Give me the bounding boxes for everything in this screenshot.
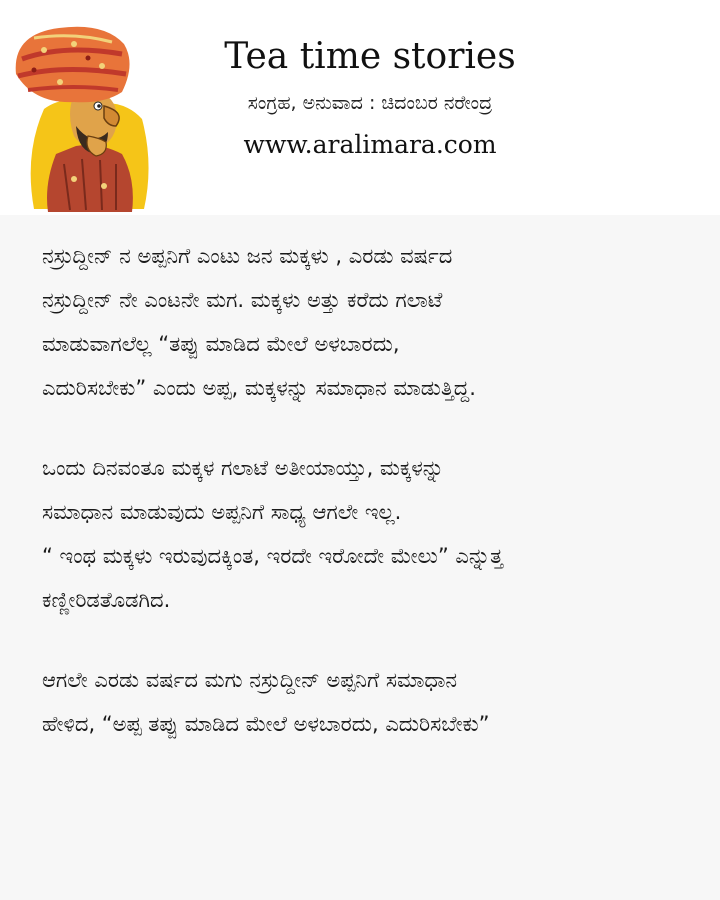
story-paragraph-3 bbox=[42, 658, 692, 746]
story-paragraph-2 bbox=[42, 446, 692, 622]
nasruddin-turban-illustration-icon bbox=[4, 14, 154, 214]
story-line: ಹೇಳಿದ, “ಅಪ್ಪ ತಪ್ಪು ಮಾಡಿದ ಮೇಲೆ ಅಳಬಾರದು, ಎದುರಿಸಬೇಕು” bbox=[42, 712, 490, 736]
story-paragraph-1 bbox=[42, 234, 692, 410]
story-line: ಮಾಡುವಾಗಲೆಲ್ಲ “ತಪ್ಪು ಮಾಡಿದ ಮೇಲೆ ಅಳಬಾರದು, bbox=[42, 332, 400, 356]
story-line: ಕಣ್ಣೀರಿಡತೊಡಗಿದ. bbox=[42, 588, 171, 612]
website-text: www.aralimara.com bbox=[243, 130, 497, 159]
story-line: “ ಇಂಥ ಮಕ್ಕಳು ಇರುವುದಕ್ಕಿಂತ, ಇರದೇ ಇರೋದೇ ಮೇಲು” ಎನ್ನುತ್ತ bbox=[42, 544, 503, 568]
story-line: ಒಂದು ದಿನವಂತೂ ಮಕ್ಕಳ ಗಲಾಟೆ ಅತೀಯಾಯ್ತು, ಮಕ್ಕಳನ್ನು bbox=[42, 456, 444, 480]
story-body bbox=[42, 234, 692, 782]
page-subtitle: ಸಂಗ್ರಹ, ಅನುವಾದ : ಚಿದಂಬರ ನರೇಂದ್ರ bbox=[247, 92, 493, 114]
story-line: ನಸ್ರುದ್ದೀನ್ ನೇ ಎಂಟನೇ ಮಗ. ಮಕ್ಕಳು ಅತ್ತು ಕರೆದು ಗಲಾಟೆ bbox=[42, 288, 443, 312]
story-line: ನಸ್ರುದ್ದೀನ್ ನ ಅಪ್ಪನಿಗೆ ಎಂಟು ಜನ ಮಕ್ಕಳು , ಎರಡು ವರ್ಷದ bbox=[42, 244, 453, 268]
header bbox=[0, 0, 720, 215]
story-line: ಆಗಲೇ ಎರಡು ವರ್ಷದ ಮಗು ನಸ್ರುದ್ದೀನ್ ಅಪ್ಪನಿಗೆ ಸಮಾಧಾನ bbox=[42, 668, 458, 692]
story-line: ಎದುರಿಸಬೇಕು” ಎಂದು ಅಪ್ಪ, ಮಕ್ಕಳನ್ನು ಸಮಾಧಾನ ಮಾಡುತ್ತಿದ್ದ. bbox=[42, 376, 476, 400]
page-title: Tea time stories bbox=[224, 36, 516, 77]
story-line: ಸಮಾಧಾನ ಮಾಡುವುದು ಅಪ್ಪನಿಗೆ ಸಾಧ್ಯ ಆಗಲೇ ಇಲ್ಲ. bbox=[42, 500, 402, 524]
